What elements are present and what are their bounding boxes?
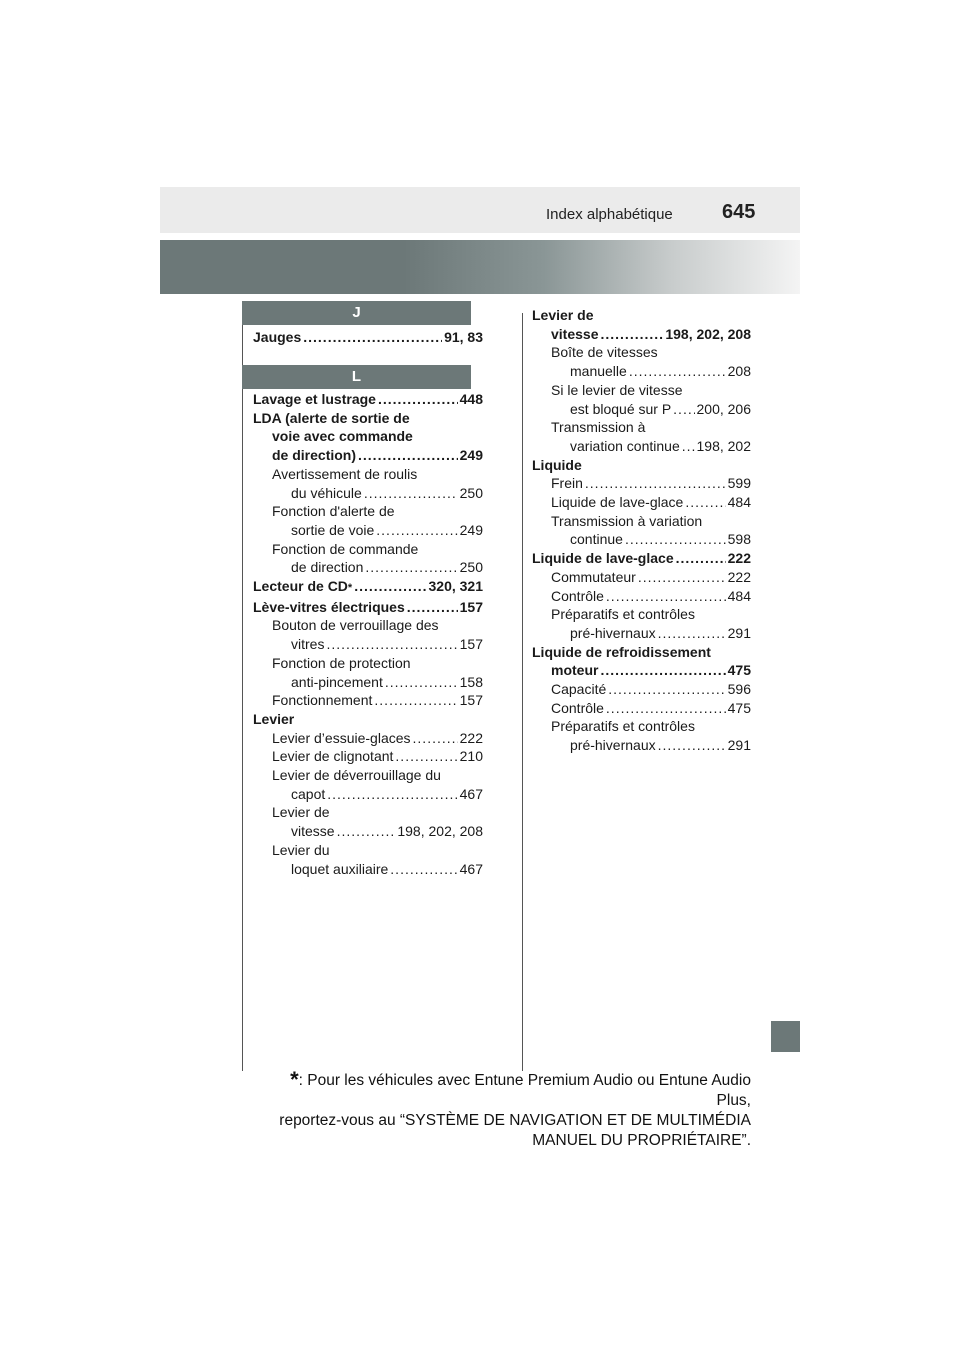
leader-dots: [413, 729, 458, 748]
index-entry: [253, 822, 483, 841]
index-entry-text: est bloqué sur P: [570, 400, 672, 417]
index-entry: [532, 624, 751, 643]
index-entry-page: 157: [459, 636, 483, 653]
index-entry: [253, 540, 483, 559]
leader-dots: [354, 577, 426, 596]
index-entry-page: 198, 202, 208: [665, 325, 751, 342]
leader-dots: [682, 437, 695, 456]
index-entry-page: 249: [459, 521, 483, 538]
leader-dots: [585, 474, 726, 493]
index-entry: [253, 446, 483, 465]
index-entry: [253, 729, 483, 748]
index-entry-text: Fonction de commande: [272, 540, 419, 557]
index-entry: [532, 717, 751, 736]
index-entry-text: de direction: [291, 559, 364, 576]
index-entry: [253, 390, 483, 409]
index-entry-page: 599: [727, 475, 751, 492]
index-entry: [532, 736, 751, 755]
index-entry-text: Lavage et lustrage: [253, 391, 376, 407]
index-entry: [253, 465, 483, 484]
index-entry-text: LDA (alerte de sortie de: [253, 409, 410, 426]
leader-dots: [407, 598, 458, 617]
leader-dots: [638, 568, 726, 587]
leader-dots: [303, 328, 442, 347]
index-entry: [253, 785, 483, 804]
leader-dots: [376, 521, 457, 540]
page-number: 645: [722, 201, 756, 223]
index-entry-page: 222: [727, 568, 751, 585]
index-entry: [253, 328, 483, 347]
leader-dots: [378, 390, 458, 409]
index-entry-page: 596: [727, 681, 751, 698]
index-entry: [532, 699, 751, 718]
index-entry-page: 91, 83: [444, 329, 483, 345]
index-entry-text: vitesse: [291, 823, 335, 840]
header-band: [160, 240, 800, 294]
index-entry: [532, 400, 751, 419]
index-entry-text: Levier de: [272, 804, 330, 821]
header-bar: [160, 187, 800, 233]
index-entry-page: 200, 206: [696, 400, 751, 417]
index-entry-page: 467: [459, 785, 483, 802]
footnote-reference-marker: *: [347, 582, 353, 595]
index-entry: [532, 456, 751, 475]
index-entry-text: Levier de déverrouillage du: [272, 767, 441, 784]
right-column-entries: [532, 306, 751, 755]
leader-dots: [390, 860, 457, 879]
index-entry-page: 249: [459, 447, 483, 464]
index-entry-text: Liquide: [532, 456, 582, 473]
index-entry-text: Lecteur de CD: [253, 578, 348, 595]
index-entry-page: 222: [727, 550, 751, 567]
index-entry: [532, 343, 751, 362]
index-entry-text: Frein: [551, 475, 583, 492]
index-entry: [253, 860, 483, 879]
footnote-line-2: reportez-vous au “SYSTÈME DE NAVIGATION ET DE MULTIMÉDIA: [279, 1112, 751, 1129]
index-entry-page: 198, 202: [696, 437, 751, 454]
section-letter-l: L: [242, 365, 471, 389]
leader-dots: [364, 484, 458, 503]
leader-dots: [358, 446, 458, 465]
index-entry-text: voie avec commande: [272, 428, 413, 445]
leader-dots: [676, 549, 726, 568]
index-entry: [532, 437, 751, 456]
index-entry: [532, 418, 751, 437]
index-entry: [532, 306, 751, 325]
index-entry-text: Commutateur: [551, 568, 636, 585]
leader-dots: [600, 661, 725, 680]
index-entry-text: Liquide de lave-glace: [551, 494, 684, 511]
index-entry-page: 598: [727, 531, 751, 548]
index-entry-page: 158: [459, 673, 483, 690]
index-entry: [253, 654, 483, 673]
index-entry: [253, 691, 483, 710]
index-entry-page: 448: [459, 391, 483, 407]
index-entry-text: Levier: [253, 710, 295, 727]
footnote-line-3: MANUEL DU PROPRIÉTAIRE”.: [532, 1132, 751, 1149]
leader-dots: [629, 362, 726, 381]
index-entry: [253, 673, 483, 692]
index-entry-text: vitres: [291, 636, 325, 653]
index-entry-text: loquet auxiliaire: [291, 860, 389, 877]
left-column-rule: [242, 303, 243, 1071]
index-entry-page: 210: [459, 748, 483, 765]
index-entry: [253, 635, 483, 654]
index-entry-page: 475: [727, 662, 751, 679]
index-entry-text: de direction): [272, 447, 357, 464]
index-entry-page: 157: [459, 692, 483, 709]
index-entry-text: Contrôle: [551, 587, 604, 604]
index-entry: [253, 521, 483, 540]
index-entry: [532, 643, 751, 662]
index-entry-page: 467: [459, 860, 483, 877]
index-entry: [253, 558, 483, 577]
index-entry-text: Liquide de lave-glace: [532, 550, 674, 567]
index-entry-text: Transmission à variation: [551, 512, 703, 529]
index-entry-page: 291: [727, 737, 751, 754]
index-entry: [253, 841, 483, 860]
index-entry-text: Préparatifs et contrôles: [551, 606, 695, 623]
leader-dots: [658, 624, 726, 643]
index-entry-page: 157: [459, 598, 483, 615]
leader-dots: [685, 493, 725, 512]
index-entry: [532, 605, 751, 624]
index-entry: [253, 409, 483, 428]
index-entry: [532, 381, 751, 400]
index-entry: [532, 474, 751, 493]
index-entry-page: 484: [727, 494, 751, 511]
leader-dots: [337, 822, 396, 841]
index-entry: [532, 680, 751, 699]
index-entry: [253, 766, 483, 785]
index-entry-page: 198, 202, 208: [397, 823, 483, 840]
leader-dots: [395, 747, 457, 766]
index-entry-text: pré-hivernaux: [570, 737, 656, 754]
index-entry-text: Boîte de vitesses: [551, 344, 658, 361]
index-entry-page: 484: [727, 587, 751, 604]
index-entry-text: Levier du: [272, 841, 330, 858]
index-entry: [532, 362, 751, 381]
index-entry-text: Liquide de refroidissement: [532, 643, 711, 660]
index-entry-page: 291: [727, 624, 751, 641]
index-entry: [253, 747, 483, 766]
index-entry: [253, 616, 483, 635]
index-entry: [253, 710, 483, 729]
leader-dots: [326, 635, 457, 654]
leader-dots: [625, 530, 726, 549]
index-entry-text: Jauges: [253, 329, 302, 345]
index-entry: [532, 493, 751, 512]
index-entry: [532, 530, 751, 549]
index-entry: [532, 549, 751, 568]
leader-dots: [606, 587, 726, 606]
index-entry-text: Préparatifs et contrôles: [551, 718, 695, 735]
index-entry-text: Bouton de verrouillage des: [272, 617, 439, 634]
left-column-l-entries: [253, 390, 483, 878]
index-entry-text: Si le levier de vitesse: [551, 381, 683, 398]
thumb-index-tab: [771, 1021, 800, 1052]
index-entry: [253, 803, 483, 822]
index-entry-text: Contrôle: [551, 699, 604, 716]
index-entry-text: Fonction d'alerte de: [272, 503, 395, 520]
index-entry-text: Capacité: [551, 681, 607, 698]
index-entry: [532, 512, 751, 531]
leader-dots: [600, 325, 663, 344]
leader-dots: [327, 785, 457, 804]
right-column-rule: [522, 313, 523, 1071]
leader-dots: [608, 680, 725, 699]
index-entry-text: manuelle: [570, 363, 627, 380]
index-entry-page: 250: [459, 559, 483, 576]
index-entry-text: Levier de clignotant: [272, 748, 394, 765]
index-entry: [532, 325, 751, 344]
index-entry-page: 208: [727, 363, 751, 380]
index-entry-text: Levier de: [532, 307, 594, 323]
footnote: [253, 1067, 751, 1151]
leader-dots: [374, 691, 457, 710]
section-letter-j: J: [242, 301, 471, 325]
index-entry-text: capot: [291, 785, 326, 802]
index-entry: [253, 484, 483, 503]
index-entry-page: 222: [459, 729, 483, 746]
index-entry-text: Lève-vitres électriques: [253, 598, 405, 615]
leader-dots: [673, 400, 694, 419]
index-entry-text: anti-pincement: [291, 673, 383, 690]
index-entry-text: continue: [570, 531, 623, 548]
index-entry-text: Fonction de protection: [272, 654, 411, 671]
index-entry: [253, 577, 483, 598]
leader-dots: [658, 736, 726, 755]
index-entry-page: 320, 321: [428, 578, 483, 595]
index-entry: [532, 587, 751, 606]
index-entry-text: pré-hivernaux: [570, 624, 656, 641]
leader-dots: [606, 699, 726, 718]
index-entry-text: Avertissement de roulis: [272, 465, 418, 482]
index-entry-text: vitesse: [551, 325, 599, 342]
leader-dots: [365, 558, 457, 577]
index-entry: [532, 661, 751, 680]
index-entry: [253, 598, 483, 617]
header-title: Index alphabétique: [546, 206, 673, 223]
index-entry-text: Transmission à: [551, 419, 646, 436]
index-entry-text: du véhicule: [291, 484, 362, 501]
left-column-j-entries: [253, 328, 483, 347]
index-entry-text: sortie de voie: [291, 521, 375, 538]
index-entry-text: variation continue: [570, 437, 680, 454]
index-entry: [532, 568, 751, 587]
index-entry: [253, 502, 483, 521]
footnote-line-1: : Pour les véhicules avec Entune Premium Audio ou Entune Audio Plus,: [298, 1072, 751, 1109]
index-entry-page: 250: [459, 484, 483, 501]
index-entry-text: Fonctionnement: [272, 692, 373, 709]
index-entry-text: Levier d’essuie-glaces: [272, 729, 411, 746]
index-entry-text: moteur: [551, 662, 599, 679]
index-entry: [253, 427, 483, 446]
leader-dots: [385, 673, 458, 692]
index-entry-page: 475: [727, 699, 751, 716]
footnote-marker: *: [290, 1067, 299, 1092]
